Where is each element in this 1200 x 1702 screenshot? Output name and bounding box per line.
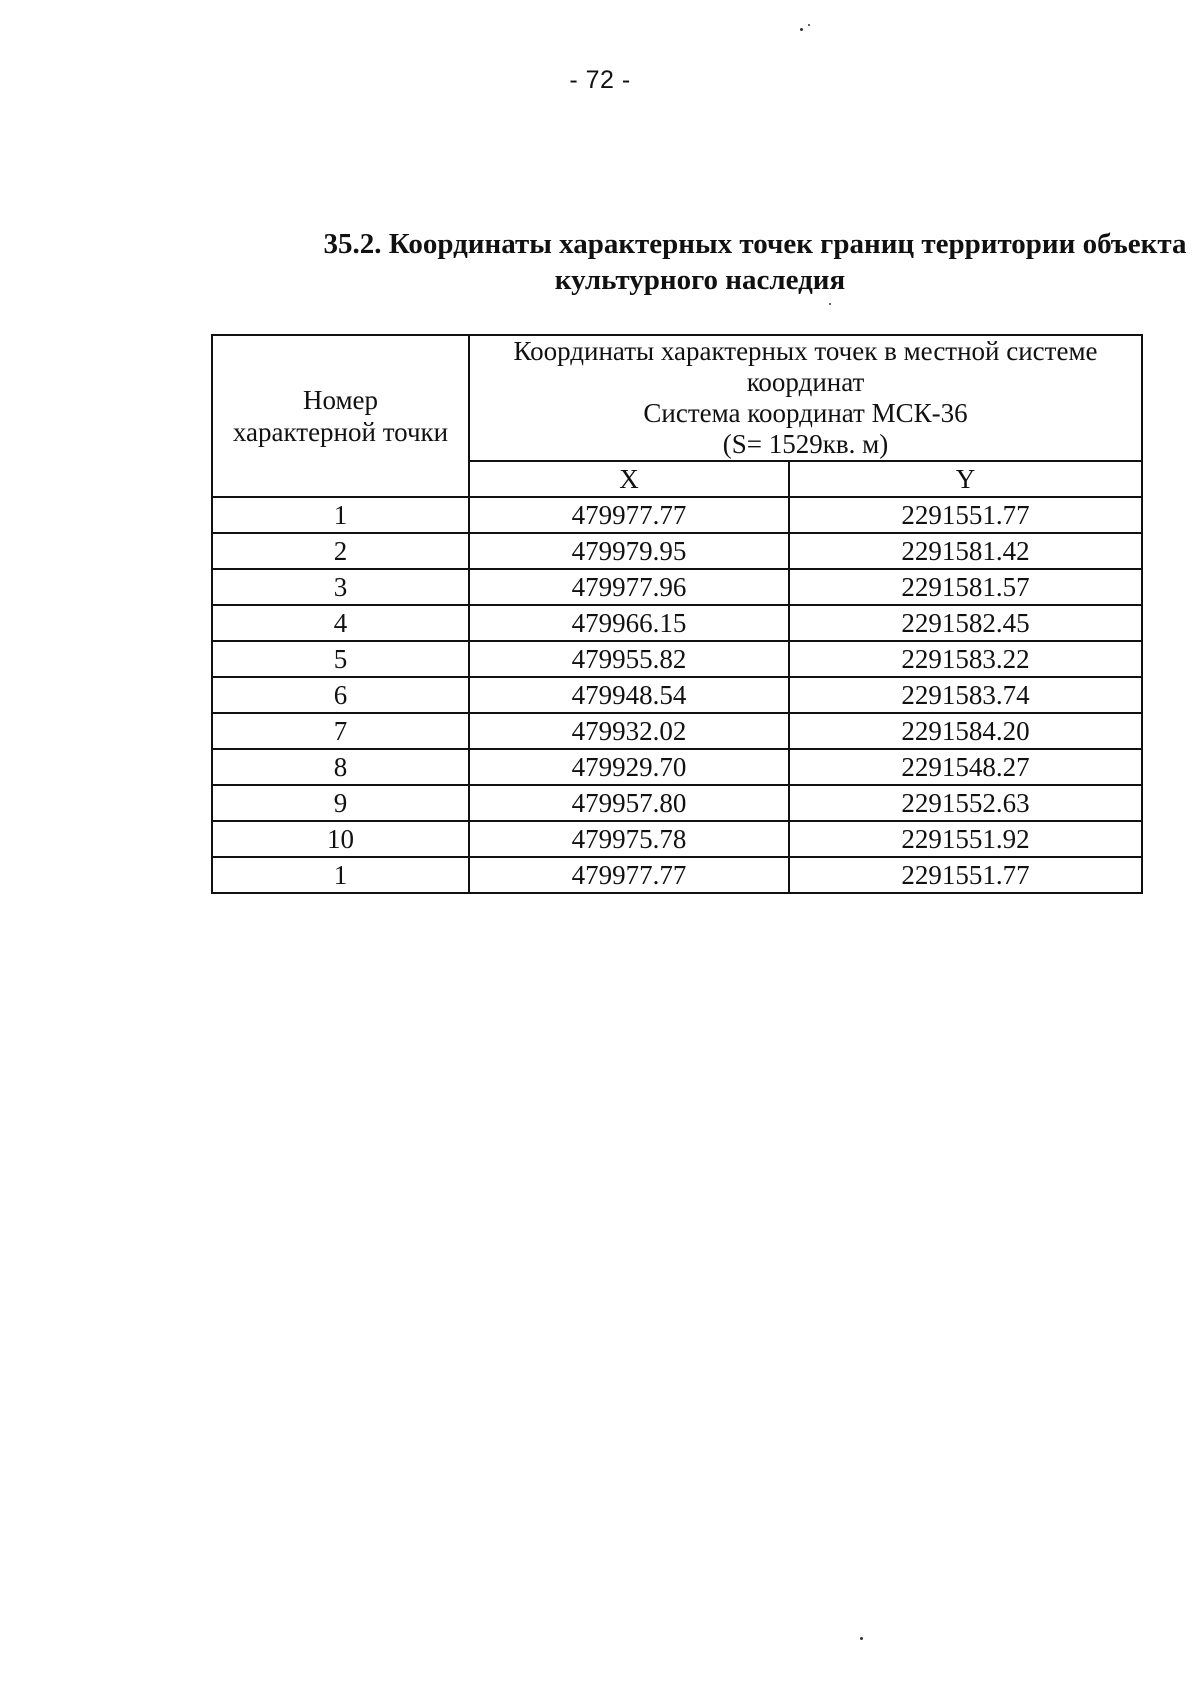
table-row	[212, 785, 1142, 821]
cell-point-number: 1	[212, 497, 469, 533]
cell-y: 2291551.77	[789, 857, 1142, 893]
cell-x: 479948.54	[469, 677, 789, 713]
header-point-line1: Номер	[302, 385, 379, 415]
cell-y: 2291581.42	[789, 533, 1142, 569]
cell-x: 479957.80	[469, 785, 789, 821]
page-number: - 72 -	[569, 66, 631, 94]
cell-y: 2291583.22	[789, 641, 1142, 677]
cell-x: 479977.77	[469, 857, 789, 893]
cell-x: 479966.15	[469, 605, 789, 641]
cell-point-number: 4	[212, 605, 469, 641]
cell-y: 2291584.20	[789, 713, 1142, 749]
scan-artifact-dot	[829, 303, 831, 305]
cell-point-number: 1	[212, 857, 469, 893]
table-row	[212, 497, 1142, 533]
header-point-number	[212, 335, 469, 497]
cell-point-number: 8	[212, 749, 469, 785]
table-row	[212, 821, 1142, 857]
cell-y: 2291551.92	[789, 821, 1142, 857]
section-title-line2: культурного наследия	[554, 264, 846, 296]
cell-point-number: 2	[212, 533, 469, 569]
header-coords-line3: Система координат МСК-36	[643, 398, 968, 428]
table-row	[212, 569, 1142, 605]
cell-y: 2291551.77	[789, 497, 1142, 533]
cell-y: 2291583.74	[789, 677, 1142, 713]
header-point-line2: характерной точки	[232, 417, 449, 447]
scan-artifact-dot	[860, 1637, 863, 1640]
cell-x: 479979.95	[469, 533, 789, 569]
cell-x: 479929.70	[469, 749, 789, 785]
scan-artifact-dot	[808, 24, 810, 26]
table-row	[212, 857, 1142, 893]
cell-point-number: 5	[212, 641, 469, 677]
header-coords-line4: (S= 1529кв. м)	[722, 429, 889, 459]
cell-x: 479977.77	[469, 497, 789, 533]
cell-y: 2291548.27	[789, 749, 1142, 785]
table-row	[212, 605, 1142, 641]
section-title-line1: 35.2. Координаты характерных точек границ территории объекта	[323, 228, 1187, 260]
cell-x: 479977.96	[469, 569, 789, 605]
cell-x: 479932.02	[469, 713, 789, 749]
header-x: X	[469, 461, 789, 497]
cell-x: 479975.78	[469, 821, 789, 857]
table-row	[212, 533, 1142, 569]
header-coords-line2: координат	[746, 367, 865, 397]
cell-y: 2291581.57	[789, 569, 1142, 605]
table-row	[212, 749, 1142, 785]
cell-point-number: 6	[212, 677, 469, 713]
header-y: Y	[789, 461, 1142, 497]
table-row	[212, 713, 1142, 749]
table-row	[212, 677, 1142, 713]
table-header-row	[212, 335, 1142, 461]
header-coordinates	[469, 335, 1142, 461]
scan-artifact-dot	[800, 28, 803, 31]
coordinates-table	[211, 334, 1143, 894]
header-coords-line1: Координаты характерных точек в местной системе	[513, 336, 1098, 366]
cell-y: 2291582.45	[789, 605, 1142, 641]
section-title	[200, 226, 1200, 298]
cell-point-number: 3	[212, 569, 469, 605]
cell-point-number: 7	[212, 713, 469, 749]
cell-x: 479955.82	[469, 641, 789, 677]
cell-point-number: 10	[212, 821, 469, 857]
cell-point-number: 9	[212, 785, 469, 821]
cell-y: 2291552.63	[789, 785, 1142, 821]
table-row	[212, 641, 1142, 677]
